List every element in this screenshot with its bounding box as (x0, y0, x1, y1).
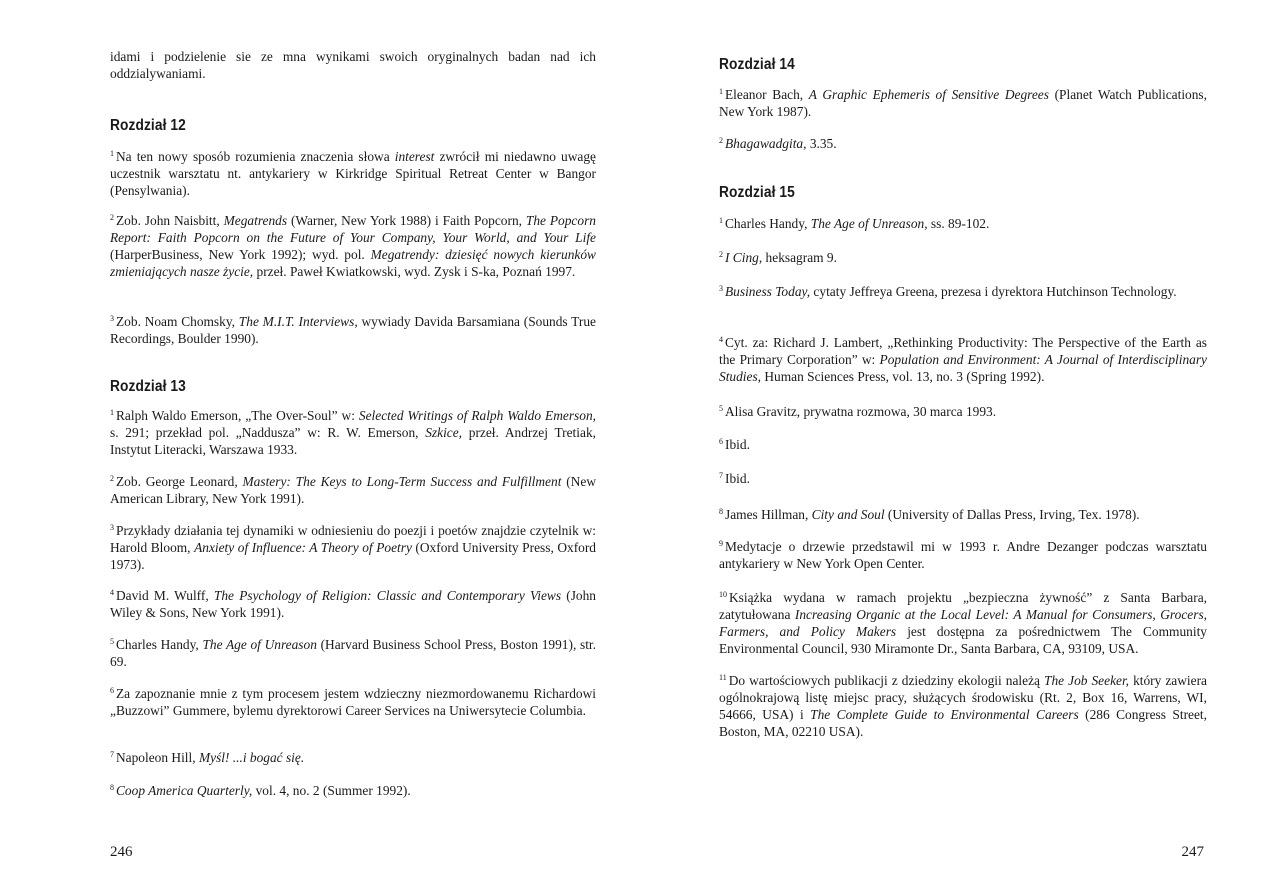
footnote-text: jest dostępna za pośrednictwem The Community Environmental Council, 930 Miramonte Dr., Santa Barbara, CA, 93109, USA. (719, 624, 1207, 656)
footnote-number: 6 (719, 437, 723, 446)
footnote-text: Za zapoznanie mnie z tym procesem jestem wdzieczny niezmordowanemu Richardowi „Buzzowi” Gummere, bylemu dyrektorowi Career Services na Uniwersytecie Columbia. (110, 686, 596, 718)
footnote-number: 5 (110, 637, 114, 646)
footnote-13-2 (110, 473, 596, 507)
footnote-number: 1 (110, 149, 114, 158)
footnote-title-text: Anxiety of Influence: A Theory of Poetry (194, 540, 412, 555)
footnote-number: 2 (719, 250, 723, 259)
footnote-text: (John Wiley & Sons, New York 1991). (110, 588, 596, 620)
footnote-number: 10 (719, 590, 727, 599)
footnote-title-text: The Job Seeker, (1044, 673, 1130, 688)
footnote-15-6 (719, 436, 1207, 453)
footnote-title-text: Myśl! ...i bogać się. (198, 750, 305, 765)
footnote-text: (New American Library, New York 1991). (110, 474, 596, 506)
footnote-title-text: Selected Writings of Ralph Waldo Emerson, (358, 408, 596, 423)
footnote-text: Human Sciences Press, vol. 13, no. 3 (Spring 1992). (761, 369, 1045, 384)
footnote-title-text: The M.I.T. Interviews, (238, 314, 358, 329)
footnote-15-2 (719, 249, 1207, 266)
page-number-right: 247 (1181, 844, 1204, 860)
footnote-text: 3.35. (806, 136, 837, 151)
footnote-text: (286 Congress Street, Boston, MA, 02210 USA). (719, 707, 1207, 739)
footnote-title-text: Megatrendy: dziesięć nowych kierunków zmieniających nasze życie, (110, 247, 596, 279)
footnote-text: Zob. Noam Chomsky, (116, 314, 239, 329)
footnote-15-11 (719, 672, 1207, 740)
footnote-number: 8 (719, 507, 723, 516)
chapter-heading-13: Rozdział 13 (110, 378, 186, 395)
footnote-text: heksagram 9. (762, 250, 837, 265)
footnote-text: (Warner, New York 1988) i Faith Popcorn, (287, 213, 526, 228)
footnote-title-text: The Popcorn Report: Faith Popcorn on the Future of Your Company, Your World, and Your Life (110, 213, 596, 245)
footnote-number: 1 (719, 87, 723, 96)
footnote-13-3 (110, 522, 596, 573)
footnote-title-text: I Cing, (725, 250, 763, 265)
footnote-text: Charles Handy, (116, 637, 203, 652)
footnote-text: przeł. Andrzej Tretiak, Instytut Literacki, Warszawa 1933. (110, 425, 596, 457)
footnote-text: zwrócił mi niedawno uwagę uczestnik warsztatu nt. antykariery w Kirkridge Spiritual Retreat Center w Bangor (Pensylwania). (110, 149, 596, 198)
footnote-title-text: Business Today, (725, 284, 811, 299)
footnote-number: 3 (110, 314, 114, 323)
footnote-13-6 (110, 685, 596, 719)
footnote-title-text: Increasing Organic at the Local Level: A Manual for Consumers, Grocers, Farmers, and Policy Makers (719, 607, 1207, 639)
footnote-number: 2 (719, 136, 723, 145)
footnote-title-text: The Age of Unreason (202, 637, 317, 652)
footnote-text: David M. Wulff, (116, 588, 214, 603)
page-number-left: 246 (110, 844, 133, 860)
footnote-number: 1 (110, 408, 114, 417)
footnote-text: Alisa Gravitz, prywatna rozmowa, 30 marca 1993. (725, 404, 997, 419)
footnote-15-3 (719, 283, 1207, 300)
footnote-title-text: Szkice, (425, 425, 463, 440)
footnote-13-7 (110, 749, 596, 766)
footnote-text: wywiady Davida Barsamiana (Sounds True Recordings, Boulder 1990). (110, 314, 596, 346)
footnote-number: 9 (719, 539, 723, 548)
footnote-text: vol. 4, no. 2 (Summer 1992). (252, 783, 411, 798)
footnote-text: Charles Handy, (725, 216, 811, 231)
footnote-title-text: City and Soul (811, 507, 885, 522)
footnote-text: (Harvard Business School Press, Boston 1991), str. 69. (110, 637, 596, 669)
footnote-text: (HarperBusiness, New York 1992); wyd. pol. (110, 247, 371, 262)
footnote-number: 11 (719, 673, 727, 682)
footnote-title-text: The Age of Unreason, (810, 216, 928, 231)
footnote-title-text: Megatrends (223, 213, 288, 228)
footnote-12-3 (110, 313, 596, 347)
footnote-15-9 (719, 538, 1207, 572)
footnote-text: Cyt. za: Richard J. Lambert, „Rethinking Productivity: The Perspective of the Earth as the Primary Corporation” w: (719, 335, 1207, 367)
footnote-title-text: Population and Environment: A Journal of Interdisciplinary Studies, (719, 352, 1207, 384)
intro-paragraph: idami i podzielenie sie ze mna wynikami swoich oryginalnych badan nad ich oddzialywaniami. (110, 49, 596, 81)
footnote-text: ss. 89-102. (927, 216, 990, 231)
footnote-text: Eleanor Bach, (725, 87, 809, 102)
footnote-12-1 (110, 148, 596, 199)
footnote-title-text: The Psychology of Religion: Classic and Contemporary Views (213, 588, 562, 603)
footnote-title-text: interest (394, 149, 435, 164)
footnote-number: 8 (110, 783, 114, 792)
footnote-number: 7 (719, 471, 723, 480)
footnote-text: Napoleon Hill, (116, 750, 199, 765)
right-page (719, 0, 1207, 893)
footnote-text: Przykłady działania tej dynamiki w odniesieniu do poezji i poetów znajdzie czytelnik w: Harold Bloom, (110, 523, 596, 555)
footnote-title-text: The Complete Guide to Environmental Careers (810, 707, 1079, 722)
footnote-title-text: Coop America Quarterly, (116, 783, 253, 798)
chapter-heading-14: Rozdział 14 (719, 56, 795, 73)
footnote-text: (Planet Watch Publications, New York 1987). (719, 87, 1207, 119)
footnote-12-2 (110, 212, 596, 280)
footnote-15-4 (719, 334, 1207, 385)
footnote-15-5 (719, 403, 1207, 420)
footnote-text: James Hillman, (725, 507, 812, 522)
footnote-number: 3 (719, 284, 723, 293)
footnote-text: (Oxford University Press, Oxford 1973). (110, 540, 597, 572)
footnote-text: Ibid. (725, 437, 750, 452)
footnote-13-5 (110, 636, 596, 670)
footnote-number: 2 (110, 213, 114, 222)
footnote-15-7 (719, 470, 1207, 487)
footnote-title-text: Mastery: The Keys to Long-Term Success and Fulfillment (242, 474, 562, 489)
footnote-text: Na ten nowy sposób rozumienia znaczenia słowa (116, 149, 395, 164)
footnote-title-text: Bhagawadgita, (725, 136, 807, 151)
footnote-number: 6 (110, 686, 114, 695)
footnote-text: Ralph Waldo Emerson, „The Over-Soul” w: (116, 408, 359, 423)
footnote-text: (University of Dallas Press, Irving, Tex. 1978). (884, 507, 1140, 522)
left-page (110, 0, 596, 893)
footnote-14-1 (719, 86, 1207, 120)
footnote-number: 5 (719, 404, 723, 413)
footnote-text: przeł. Paweł Kwiatkowski, wyd. Zysk i S-ka, Poznań 1997. (253, 264, 576, 279)
chapter-heading-12: Rozdział 12 (110, 117, 186, 134)
footnote-number: 1 (719, 216, 723, 225)
footnote-text: Zob. George Leonard, (116, 474, 243, 489)
footnote-text: Książka wydana w ramach projektu „bezpieczna żywność” z Santa Barbara, zatytułowana (719, 590, 1207, 622)
footnote-13-1 (110, 407, 596, 458)
footnote-15-8 (719, 506, 1207, 523)
footnote-text: s. 291; przekład pol. „Naddusza” w: R. W. Emerson, (110, 425, 426, 440)
footnote-number: 4 (110, 588, 114, 597)
footnote-number: 3 (110, 523, 114, 532)
footnote-number: 4 (719, 335, 723, 344)
footnote-number: 2 (110, 474, 114, 483)
footnote-number: 7 (110, 750, 114, 759)
footnote-text: Zob. John Naisbitt, (116, 213, 224, 228)
footnote-13-4 (110, 587, 596, 621)
footnote-13-8 (110, 782, 596, 799)
footnote-text: Medytacje o drzewie przedstawil mi w 1993 r. Andre Dezanger podczas warsztatu antykariery w New York Open Center. (719, 539, 1207, 571)
footnote-15-1 (719, 215, 1207, 232)
footnote-text: Ibid. (725, 471, 750, 486)
chapter-heading-15: Rozdział 15 (719, 184, 795, 201)
footnote-text: cytaty Jeffreya Greena, prezesa i dyrektora Hutchinson Technology. (810, 284, 1177, 299)
footnote-text: Do wartościowych publikacji z dziedziny ekologii należą (728, 673, 1044, 688)
footnote-14-2 (719, 135, 1207, 152)
footnote-text: który zawiera ogólnokrajową listę miejsc pracy, służących środowisku (Rt. 2, Box 16, Warrens, WI, 54666, USA) i (719, 673, 1207, 722)
footnote-15-10 (719, 589, 1207, 657)
footnote-title-text: A Graphic Ephemeris of Sensitive Degrees (808, 87, 1049, 102)
